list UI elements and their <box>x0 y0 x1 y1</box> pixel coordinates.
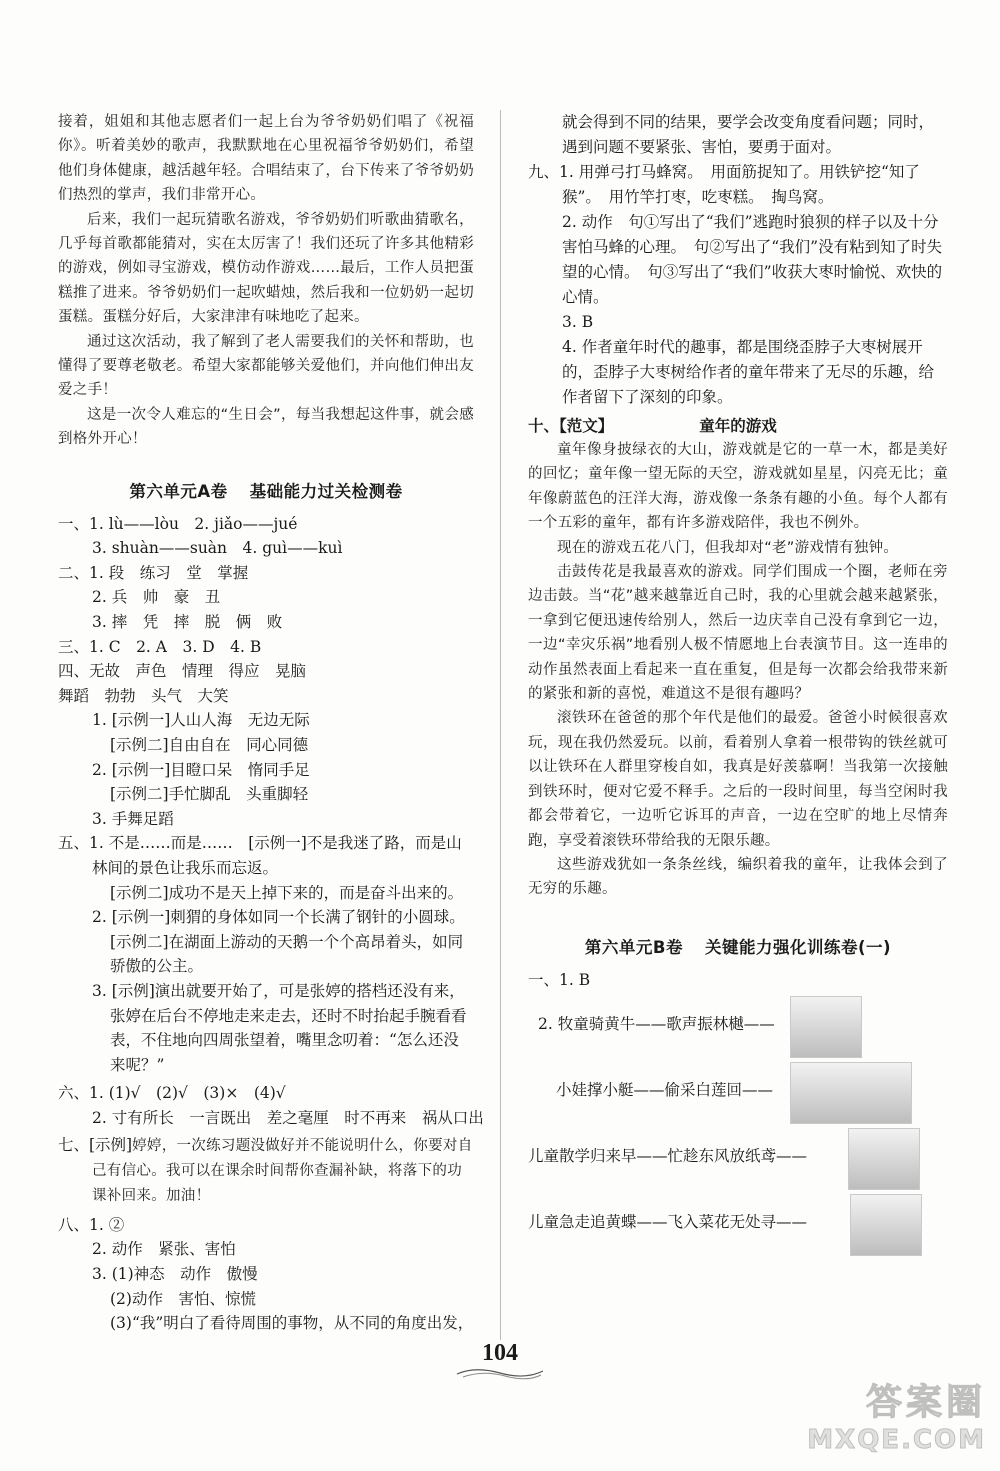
answer-line: 2. 兵 帅 豪 丑 <box>92 588 221 607</box>
poem-match-row: 儿童散学归来早——忙趁东风放纸鸢—— <box>528 1128 948 1194</box>
answer-line: 舞蹈 勃勃 头气 大笑 <box>58 686 229 705</box>
essay-paragraph: 童年像身披绿衣的大山，游戏就是它的一草一木，都是美好的回忆；童年像一望无际的天空，游戏就如星星，闪亮无比；童年像蔚蓝色的汪洋大海，游戏像一条条有趣的小鱼。每个人都有一个五彩的童年，都有许多游戏陪伴，我也不例外。 <box>528 442 948 532</box>
answer-line: 4. 作者童年时代的趣事，都是围绕歪脖子大枣树展开的，歪脖子大枣树给作者的童年带来了无尽的乐趣，给作者留下了深刻的印象。 <box>562 338 935 406</box>
model-essay-header <box>528 412 948 438</box>
essay-paragraph: 后来，我们一起玩猜歌名游戏，爷爷奶奶们听歌曲猜歌名，几乎每首歌都能猜对，实在太厉害了！我们还玩了许多其他精彩的游戏，例如寻宝游戏，模仿动作游戏……最后，工作人员把蛋糕推了进来。爷爷奶奶们一起吹蜡烛，然后我和一位奶奶一起切蛋糕。蛋糕分好后，大家津津有味地吃了起来。 <box>58 211 474 326</box>
section-heading-unit6-a: 第六单元A卷 基础能力过关检测卷 <box>129 481 403 501</box>
poem-match-row: 2. 牧童骑黄牛——歌声振林樾—— <box>528 996 948 1062</box>
answer-line: (3)“我”明白了看待周围的事物，从不同的角度出发， <box>110 1314 474 1333</box>
illustration-image <box>790 1062 912 1124</box>
left-column <box>58 110 484 1336</box>
answer-list <box>58 512 484 1336</box>
essay-paragraph: 现在的游戏五花八门，但我却对“老”游戏情有独钟。 <box>557 539 899 556</box>
essay-paragraph: 滚铁环在爸爸的那个年代是他们的最爱。爸爸小时候很喜欢玩，现在我仍然爱玩。以前，看着别人拿着一根带钩的铁丝就可以让铁环在人群里穿梭自如，我真是好羡慕啊！当我第一次接触到铁环时，便对它爱不释手。之后的一段时间里，每当空闲时我都会带着它，一边听它诉耳的声音，一边在空旷的地上尽情奔跑，享受着滚铁环带给我的无限乐趣。 <box>528 710 948 849</box>
answer-line: (2)动作 害怕、惊慌 <box>110 1289 256 1308</box>
answer-line: 2. 寸有所长 一言既出 差之毫厘 时不再来 祸从口出 <box>92 1108 484 1127</box>
answer-line: 五、1. 不是……而是…… [示例一]不是我迷了路，而是山林间的景色让我乐而忘返。 <box>58 834 462 877</box>
illustration-image <box>848 1128 920 1190</box>
poem-match-row: 儿童急走追黄蝶——飞入菜花无处寻—— <box>528 1194 948 1260</box>
answer-line: 3. shuàn——suàn 4. guì——kuì <box>92 539 343 558</box>
answer-line: 二、1. 段 练习 堂 掌握 <box>58 563 249 582</box>
illustration-image <box>850 1194 922 1256</box>
essay-paragraph: 通过这次活动，我了解到了老人需要我们的关怀和帮助，也懂得了要尊老敬老。希望大家都能够关爱他们，并向他们伸出友爱之手！ <box>58 333 474 399</box>
poem-match-row: 小娃撑小艇——偷采白莲回—— <box>528 1062 948 1128</box>
model-essay-title: 童年的游戏 <box>699 417 777 435</box>
answer-line: 六、1. (1)√ (2)√ (3)× (4)√ <box>58 1084 286 1103</box>
answer-line: 一、1. B <box>528 970 591 989</box>
column-divider <box>500 110 501 1340</box>
answer-line: 2. 动作 紧张、害怕 <box>92 1240 236 1259</box>
answer-line: 2. 动作 句①写出了“我们”逃跑时狼狈的样子以及十分害怕马蜂的心理。 句②写出了“我们”没有粘到知了时失望的心情。 句③写出了“我们”收获大枣时愉悦、欢快的心情。 <box>562 213 943 306</box>
answer-line: 3. B <box>562 313 594 331</box>
answer-line: 四、无故 声色 情理 得应 晃脑 <box>58 662 307 681</box>
answer-line: [示例二]手忙脚乱 头重脚轻 <box>110 785 309 804</box>
answer-line: 九、1. 用弹弓打马蜂窝。 用面筋捉知了。用铁铲挖“知了猴”。 用竹竿打枣，吃枣糕。 掏鸟窝。 <box>528 163 920 206</box>
answer-line: 3. (1)神态 动作 傲慢 <box>92 1264 258 1283</box>
essay-paragraph: 击鼓传花是我最喜欢的游戏。同学们围成一个圈，老师在旁边击鼓。当“花”越来越靠近自己时，我的心里就会越来越紧张，一拿到它便迅速传给别人，然后一边庆幸自己没有拿到它一边，一边“幸灾乐祸”地看别人极不情愿地上台表演节目。这一连串的动作虽然表面上看起来一直在重复，但是每一次都会给我带来新的紧张和新的喜悦，难道这不是很有趣吗？ <box>528 564 948 703</box>
answer-line: 3. 摔 凭 摔 脱 俩 败 <box>92 613 283 632</box>
essay-paragraph: 接着，姐姐和其他志愿者们一起上台为爷爷奶奶们唱了《祝福你》。听着美妙的歌声，我默默地在心里祝福爷爷奶奶们，希望他们身体健康，越活越年轻。合唱结束了，台下传来了爷爷奶奶们热烈的掌声，我们非常开心。 <box>58 114 474 204</box>
answer-line: [示例二]在湖面上游动的天鹅一个个高昂着头，如同骄傲的公主。 <box>110 932 464 976</box>
answer-line: 3. [示例]演出就要开始了，可是张婷的搭档还没有来，张婷在后台不停地走来走去，还时不时抬起手腕看看表，不住地向四周张望着，嘴里念叨着：“怎么还没来呢？” <box>92 981 467 1074</box>
answer-line: 一、1. lù——lòu 2. jiǎo——jué <box>58 514 298 533</box>
answer-line: 三、1. C 2. A 3. D 4. B <box>58 637 262 656</box>
wave-ornament-icon <box>455 1366 545 1380</box>
model-essay-label: 十、【范文】 <box>528 416 614 435</box>
answer-line: 3. 手舞足蹈 <box>92 809 174 828</box>
illustration-image <box>790 996 862 1058</box>
section-heading-unit6-b: 第六单元B卷 关键能力强化训练卷(一) <box>584 937 892 957</box>
answer-line: 1. [示例一]人山人海 无边无际 <box>92 711 310 730</box>
answer-line-q7: 七、[示例]婷婷，一次练习题没做好并不能说明什么，你要对自己有信心。我可以在课余时间帮你查漏补缺，将落下的功课补回来。加油！ <box>58 1135 473 1205</box>
answer-list <box>528 110 948 410</box>
watermark: 答案圈 MXQE.COM <box>807 1382 986 1455</box>
answer-line: 八、1. ② <box>58 1215 125 1234</box>
right-column <box>528 110 948 1260</box>
answer-line: [示例二]自由自在 同心同德 <box>110 736 309 755</box>
answer-line: [示例二]成功不是天上掉下来的，而是奋斗出来的。 <box>110 883 464 902</box>
answer-line: 2. [示例一]目瞪口呆 惰同手足 <box>92 760 310 779</box>
answer-line: 2. [示例一]刺猬的身体如同一个长满了钢针的小圆球。 <box>92 908 465 927</box>
essay-paragraph: 这些游戏犹如一条条丝线，编织着我的童年，让我体会到了无穷的乐趣。 <box>528 856 948 898</box>
answer-line: 就会得到不同的结果，要学会改变角度看问题；同时，遇到问题不要紧张、害怕，要勇于面对。 <box>562 113 935 156</box>
essay-paragraph: 这是一次令人难忘的“生日会”，每当我想起这件事，就会感到格外开心！ <box>58 406 474 448</box>
page-number: 104 <box>482 1340 518 1366</box>
